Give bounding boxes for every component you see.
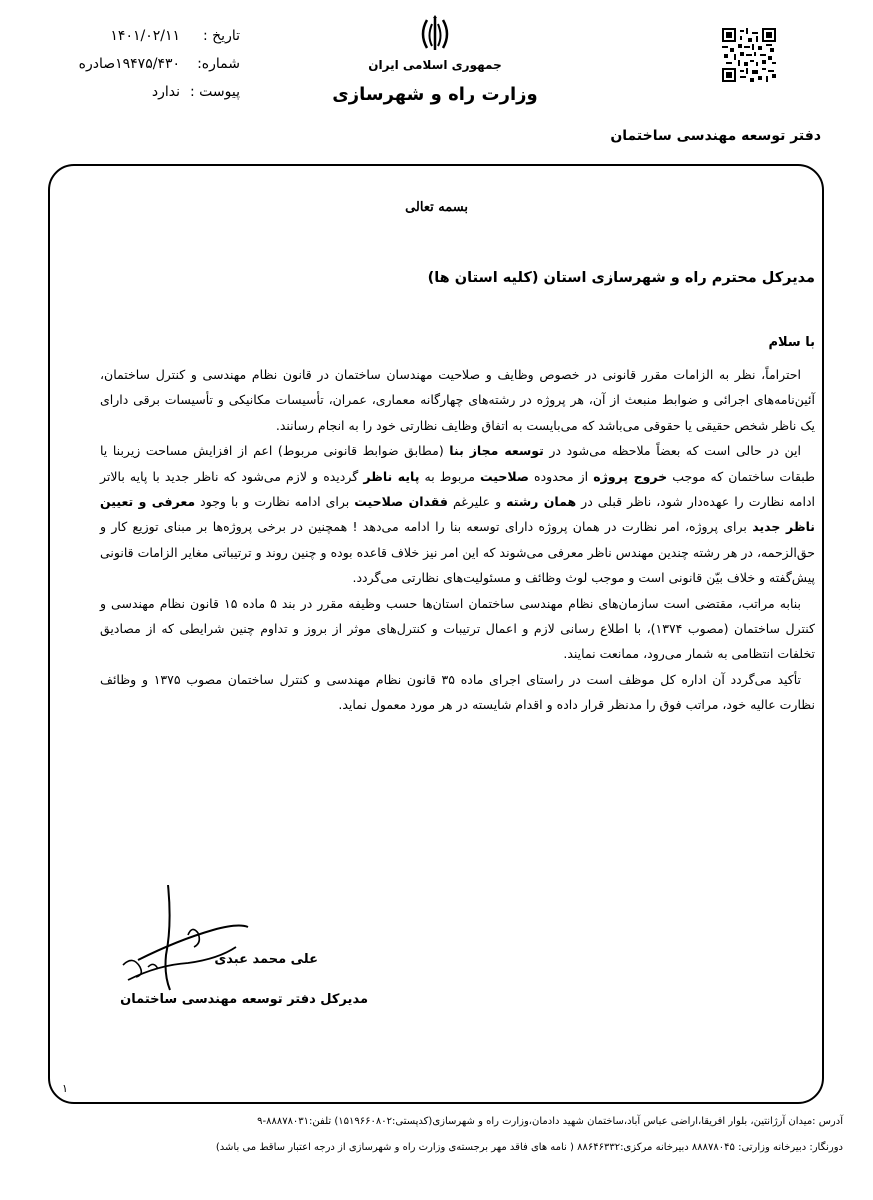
signer-title: مدیرکل دفتر توسعه مهندسی ساختمان [120, 992, 368, 1007]
republic-title: جمهوری اسلامی ایران [368, 58, 502, 72]
paragraph-1: احتراماً، نظر به الزامات مقرر قانونی در خصوص وظایف و صلاحیت مهندسان ساختمان در قانون نظام مهندسی و کنترل ساختمان، آئین‌نامه‌های اجرائی و ضوابط منبعث از آن، هر پروژه در رشته‌های چهارگانه معماری، عمران، تأسیسات مکانیکی و تأسیسات برقی دارای یک ناظر شخص حقیقی یا حقوقی می‌باشد که می‌بایست به اتفاق وظایف نظارتی خود را به انجام رسانند. [100, 367, 815, 433]
number-value: ۱۹۴۷۵/۴۳۰صادره [78, 56, 180, 72]
footer-address: آدرس :میدان آرژانتین، بلوار افریقا،اراضی عباس آباد،ساختمان شهید دادمان،وزارت راه و شهرسازی(کدپستی:۱۵۱۹۶۶۰۸۰۲) تلفن:۸۸۸۷۸۰۳۱-۹ [257, 1116, 843, 1127]
attachment-row [40, 84, 240, 112]
page-number: ۱ [62, 1082, 68, 1095]
iran-emblem-icon [405, 14, 465, 54]
number-label: شماره: [197, 56, 240, 72]
number-row [40, 56, 240, 84]
attachment-value: ندارد [151, 84, 180, 100]
qr-code-icon [722, 28, 776, 82]
signer-name: علی محمد عبدی [214, 952, 318, 967]
ministry-title: وزارت راه و شهرسازی [332, 84, 538, 105]
greeting: با سلام [768, 335, 815, 350]
office-name: دفتر توسعه مهندسی ساختمان [610, 128, 821, 144]
footer-fax: دورنگار: دبیرخانه وزارتی: ۸۸۸۷۸۰۴۵ دبیرخانه مرکزی:۸۸۶۴۶۳۳۲ ( نامه های فاقد مهر برجسته‌ی وزارت راه و شهرسازی از درجه اعتبار ساقط می باشد) [215, 1142, 843, 1153]
letter-body [100, 362, 815, 718]
attachment-label: پیوست : [190, 84, 240, 100]
handwritten-signature [118, 885, 298, 995]
addressee: مدیرکل محترم راه و شهرسازی استان (کلیه استان ها) [427, 270, 815, 286]
date-value: ۱۴۰۱/۰۲/۱۱ [110, 28, 180, 44]
paragraph-4: تأکید می‌گردد آن اداره کل موظف است در راستای اجرای ماده ۳۵ قانون نظام مهندسی و کنترل ساختمان مصوب ۱۳۷۵ و وظائف نظارت عالیه خود، مراتب فوق را مدنظر قرار داده و اقدام شایسته در هر مورد معمول نماید. [100, 671, 815, 713]
date-row [40, 28, 240, 56]
paragraph-3: بنابه مراتب، مقتضی است سازمان‌های نظام مهندسی ساختمان استان‌ها حسب وظیفه مقرر در بند ۵ ماده ۱۵ قانون نظام مهندسی و کنترل ساختمان (مصوب ۱۳۷۴)، با اطلاع رسانی لازم و اعمال ترتیبات و کنترل‌های موثر از بروز و تداوم چنین شرایطی که از مصادیق تخلفات انتظامی به شمار می‌رود، ممانعت نمایند. [100, 595, 816, 662]
paragraph-2: این در حالی است که بعضاً ملاحظه می‌شود در توسعه مجاز بنا (مطابق ضوابط قانونی مربوط) اعم از افزایش مساحت زیربنا یا طبقات ساختمان که موجب خروج پروژه از محدوده صلاحیت مربوط به پایه ناظر گردیده و لازم می‌شود که ناظر جدید با پایه بالاتر ادامه نظارت را عهده‌دار شود، ناظر قبلی در همان رشته و علیرغم فقدان صلاحیت برای ادامه نظارت و با وجود معرفی و تعیین ناظر جدید برای پروژه، امر نظارت در همان پروژه دارای توسعه بنا را ادامه می‌دهد ! همچنین در برخی پروژه‌ها بر مبنای توزیع کار و حق‌الزحمه، در هر رشته چندین مهندس ناظر معرفی می‌شوند که این امر نیز خلاف قاعده بوده و چنین روند و ترتیباتی مغایر الزامات قانونی پیش‌گفته و خلاف بیّن قانونی است و موجب لوث وظائف و مسئولیت‌های نظارتی می‌گردد. [100, 443, 815, 586]
letter-meta [40, 28, 240, 112]
date-label: تاریخ : [202, 28, 240, 44]
bismillah: بسمه تعالی [405, 200, 468, 215]
